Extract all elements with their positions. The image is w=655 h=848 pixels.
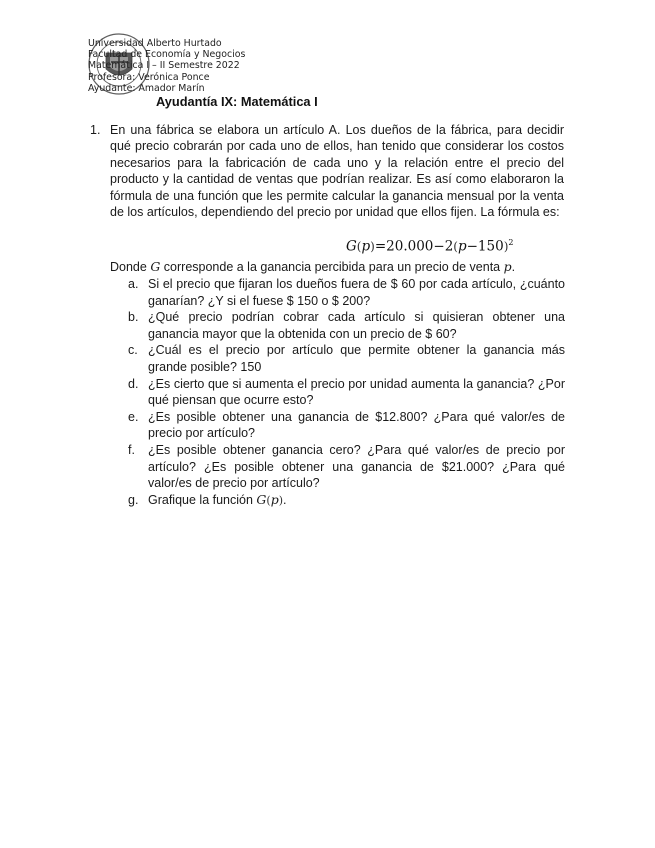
subquestion-text: ¿Es cierto que si aumenta el precio por unidad aumenta la ganancia? ¿Por qué piensan que ocurre esto? — [148, 376, 565, 408]
header-assistant: Ayudante: Amador Marín — [88, 82, 205, 94]
formula-variable: p — [361, 238, 371, 255]
subquestion-g-end: . — [283, 492, 287, 507]
subquestion-text: Grafique la función — [148, 492, 257, 507]
subquestion-a — [110, 276, 565, 309]
problem-statement: En una fábrica se elabora un artículo A. Los dueños de la fábrica, para decidir qué precio cobrarán por cada uno de ellos, han tenido que considerar los costos necesarios para la fabricación de cada uno y la relación entre el precio del producto y la cantidad de ventas que podrían realizar. Es así como elaboraron la fórmula de una función que les permite calcular la ganancia mensual por la venta de los artículos, dependiendo del precio por unidad que ellos fijen. La fórmula es: — [110, 123, 564, 220]
formula-explanation — [110, 259, 570, 275]
subquestion-g: g. Grafique la función G(p). — [128, 491, 287, 507]
subquestion-g-function: G — [256, 491, 267, 507]
subquestion-text: ¿Cuál es el precio por artículo que permite obtener la ganancia más grande posible? 150 — [148, 343, 565, 374]
subquestion-b — [110, 309, 565, 342]
subquestion-c — [110, 342, 565, 375]
problem-number: 1. — [90, 123, 101, 137]
explanation-p: p — [503, 259, 512, 274]
document-header — [88, 38, 348, 94]
formula-constant: =20.000−2 — [374, 238, 454, 255]
subquestion-text: Si el precio que fijaran los dueños fuera de $ 60 por cada artículo, ¿cuánto ganarían? ¿Y si el fuese $ 150 o $ 200? — [148, 277, 565, 308]
formula-inner-variable: p — [457, 238, 467, 255]
header-faculty: Facultad de Economía y Negocios — [88, 49, 246, 61]
formula-inner-rest: −150 — [466, 238, 504, 255]
subquestion-letter: a. — [128, 277, 139, 291]
header-course: Matemática I – II Semestre 2022 — [88, 60, 240, 72]
subquestion-e — [110, 409, 565, 442]
formula-exponent: 2 — [508, 238, 514, 247]
subquestion-letter: g. — [128, 492, 139, 507]
subquestion-g-variable: p — [270, 491, 279, 507]
subquestion-f — [110, 442, 565, 492]
problem-1 — [86, 122, 564, 220]
subquestion-d — [110, 376, 565, 409]
subquestion-letter: d. — [128, 376, 139, 391]
explanation-text-start: Donde — [110, 260, 151, 274]
profit-formula: $G(p)=20.000-2(p-150)^2$ — [346, 238, 514, 255]
subquestion-letter: c. — [128, 343, 138, 358]
explanation-text-end: . — [511, 260, 516, 274]
subquestion-letter: f. — [128, 442, 135, 457]
formula-function: G — [346, 238, 357, 255]
page-title: Ayudantía IX: Matemática I — [156, 94, 318, 109]
subquestion-letter: e. — [128, 409, 139, 424]
subquestion-list — [110, 276, 565, 509]
subquestion-letter: b. — [128, 310, 139, 325]
header-professor: Profesora: Verónica Ponce — [88, 71, 210, 83]
header-university: Universidad Alberto Hurtado — [88, 38, 222, 49]
subquestion-text: ¿Es posible obtener una ganancia de $12.800? ¿Para qué valor/es de precio por artículo? — [148, 409, 565, 441]
explanation-G: G — [150, 259, 161, 274]
subquestion-text: ¿Qué precio podrían cobrar cada artículo si quisieran obtener una ganancia mayor que la obtenida con un precio de $ 60? — [148, 310, 565, 341]
subquestion-text: ¿Es posible obtener ganancia cero? ¿Para qué valor/es de precio por artículo? ¿Es posible obtener una ganancia de $21.000? ¿Para qué valor/es de precio por artículo? — [148, 442, 565, 491]
explanation-text-middle: corresponde a la ganancia percibida para un precio de venta — [160, 260, 504, 274]
